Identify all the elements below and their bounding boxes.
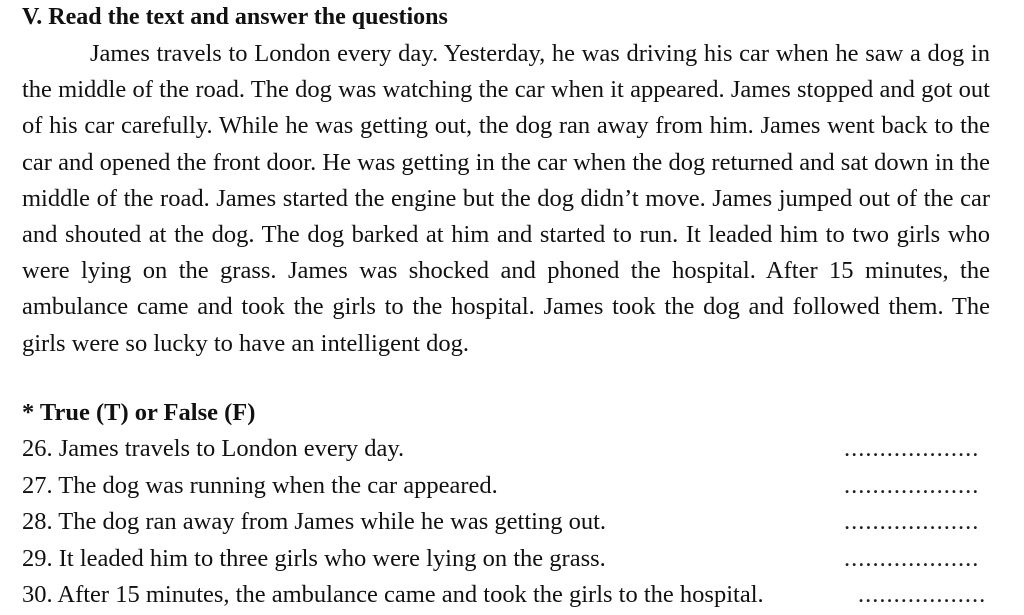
answer-blank[interactable]: ................... bbox=[844, 508, 980, 536]
question-list bbox=[22, 432, 990, 615]
question-26 bbox=[22, 432, 990, 469]
question-30 bbox=[22, 578, 990, 615]
section-title: V. Read the text and answer the questions bbox=[22, 4, 448, 30]
question-text: 28. The dog ran away from James while he was getting out. bbox=[22, 508, 607, 536]
question-29 bbox=[22, 542, 990, 579]
worksheet-page bbox=[22, 0, 990, 615]
question-text: 26. James travels to London every day. bbox=[22, 435, 405, 462]
answer-blank[interactable]: ................... bbox=[844, 435, 980, 462]
question-28 bbox=[22, 505, 990, 542]
answer-blank[interactable]: ................... bbox=[844, 544, 980, 572]
true-false-heading: * True (T) or False (F) bbox=[22, 399, 256, 426]
answer-blank[interactable]: ................... bbox=[844, 471, 980, 499]
question-text: 29. It leaded him to three girls who were lying on the grass. bbox=[22, 544, 606, 572]
question-27 bbox=[22, 469, 990, 506]
answer-blank[interactable]: .................. bbox=[858, 581, 987, 609]
question-text: 30. After 15 minutes, the ambulance came and took the girls to the hospital. bbox=[22, 581, 764, 609]
reading-passage: James travels to London every day. Yesterday, he was driving his car when he saw a dog in the middle of the road. The dog was watching the car when it appeared. James stopped and got out of his car carefully. While he was getting out, the dog ran away from him. James went back to the car and opened the front door. He was getting in the car when the dog returned and sat down in the middle of the road. James started the engine but the dog didn’t move. James jumped out of the car and shouted at the dog. The dog barked at him and started to run. It leaded him to two girls who were lying on the grass. James was shocked and phoned the hospital. After 15 minutes, the ambulance came and took the girls to the hospital. James took the dog and followed them. The girls were so lucky to have an intelligent dog. bbox=[22, 40, 990, 357]
question-text: 27. The dog was running when the car appeared. bbox=[22, 471, 498, 499]
